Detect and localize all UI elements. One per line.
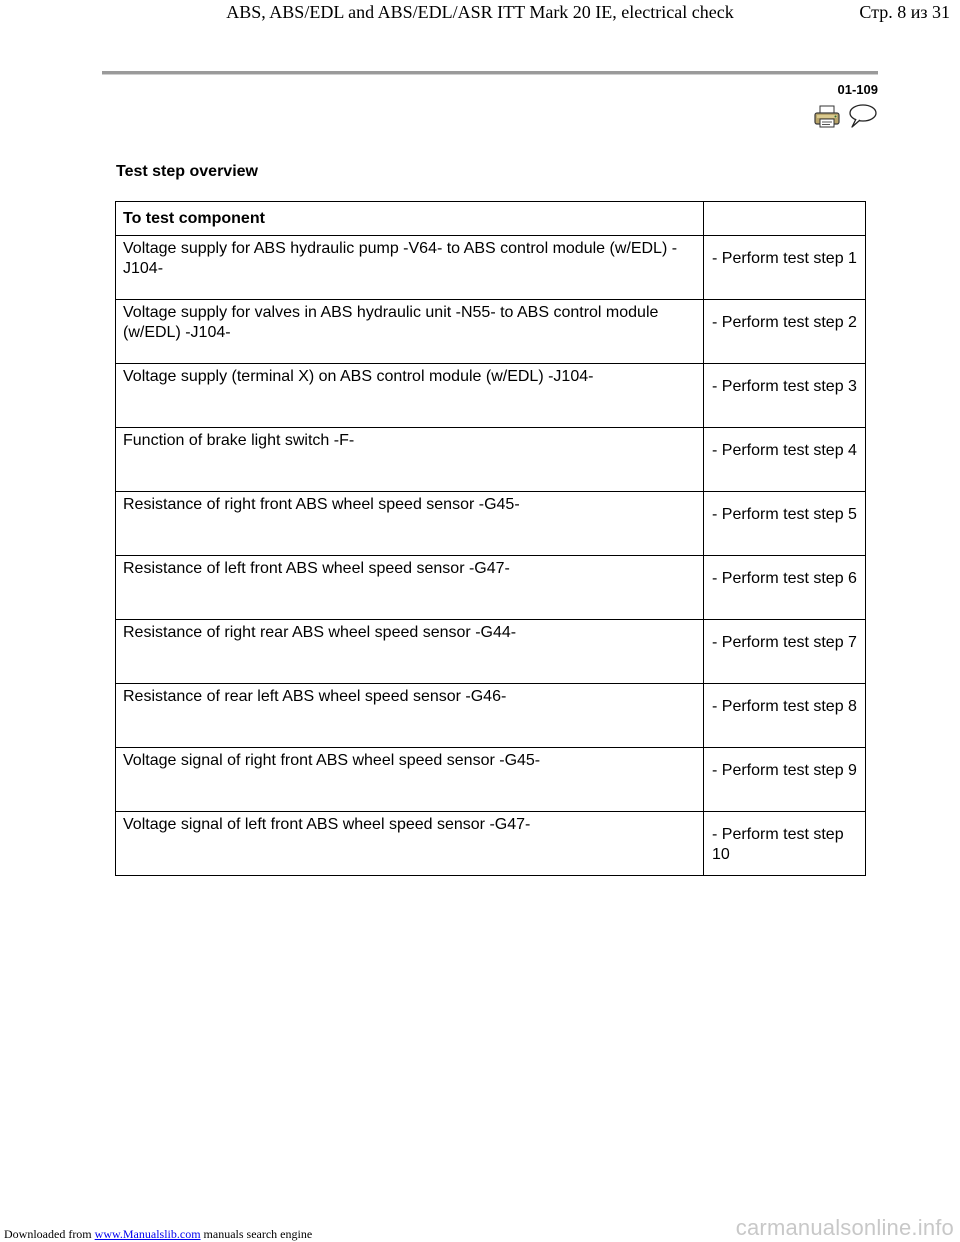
- action-cell: - Perform test step 2: [712, 314, 857, 331]
- action-cell: - Perform test step 8: [712, 698, 857, 715]
- table-row: [116, 428, 866, 492]
- component-cell: Voltage supply for ABS hydraulic pump -V64- to ABS control module (w/EDL) -J104-: [123, 240, 678, 277]
- component-cell: Function of brake light switch -F-: [123, 432, 355, 449]
- speech-bubble-icon[interactable]: [846, 103, 878, 129]
- component-cell: Resistance of rear left ABS wheel speed sensor -G46-: [123, 688, 507, 705]
- watermark: carmanualsonline.info: [735, 1215, 954, 1240]
- component-cell: Voltage supply for valves in ABS hydraulic unit -N55- to ABS control module (w/EDL) -J104-: [123, 304, 659, 341]
- component-cell: Resistance of right front ABS wheel speed sensor -G45-: [123, 496, 520, 513]
- action-cell: - Perform test step 3: [712, 378, 857, 395]
- download-credit-suffix: manuals search engine: [200, 1227, 313, 1241]
- action-cell: - Perform test step 6: [712, 570, 857, 587]
- action-cell: - Perform test step 1: [712, 250, 857, 267]
- test-step-table: [115, 201, 866, 876]
- table-row: [116, 300, 866, 364]
- page-reference: 01-109: [837, 82, 878, 97]
- action-cell: - Perform test step 9: [712, 762, 857, 779]
- header-cell-component: To test component: [116, 202, 704, 236]
- table-row: [116, 748, 866, 812]
- table-row: [116, 812, 866, 876]
- table-row: [116, 620, 866, 684]
- table-row: [116, 236, 866, 300]
- component-cell: Voltage supply (terminal X) on ABS control module (w/EDL) -J104-: [123, 368, 594, 385]
- table-row: [116, 684, 866, 748]
- download-credit-prefix: Downloaded from: [4, 1227, 95, 1241]
- table-row: [116, 364, 866, 428]
- action-cell: - Perform test step 5: [712, 506, 857, 523]
- section-heading: Test step overview: [116, 163, 258, 180]
- manualslib-link[interactable]: www.Manualslib.com: [94, 1227, 201, 1241]
- component-cell: Resistance of left front ABS wheel speed sensor -G47-: [123, 560, 510, 577]
- action-cell: - Perform test step 7: [712, 634, 857, 651]
- header-cell-action: [704, 202, 866, 236]
- page-counter: Стр. 8 из 31: [859, 2, 950, 22]
- table-row: [116, 492, 866, 556]
- document-title: ABS, ABS/EDL and ABS/EDL/ASR ITT Mark 20 IE, electrical check: [226, 2, 734, 22]
- component-cell: Resistance of right rear ABS wheel speed sensor -G44-: [123, 624, 517, 641]
- action-cell: - Perform test step 10: [712, 826, 844, 863]
- table-header-row: [116, 202, 866, 236]
- table-row: [116, 556, 866, 620]
- component-cell: Voltage signal of right front ABS wheel speed sensor -G45-: [123, 752, 541, 769]
- download-credit: [4, 1227, 312, 1242]
- component-cell: Voltage signal of left front ABS wheel speed sensor -G47-: [123, 816, 531, 833]
- action-cell: - Perform test step 4: [712, 442, 857, 459]
- header-divider: [102, 71, 878, 75]
- printer-icon[interactable]: [814, 105, 840, 129]
